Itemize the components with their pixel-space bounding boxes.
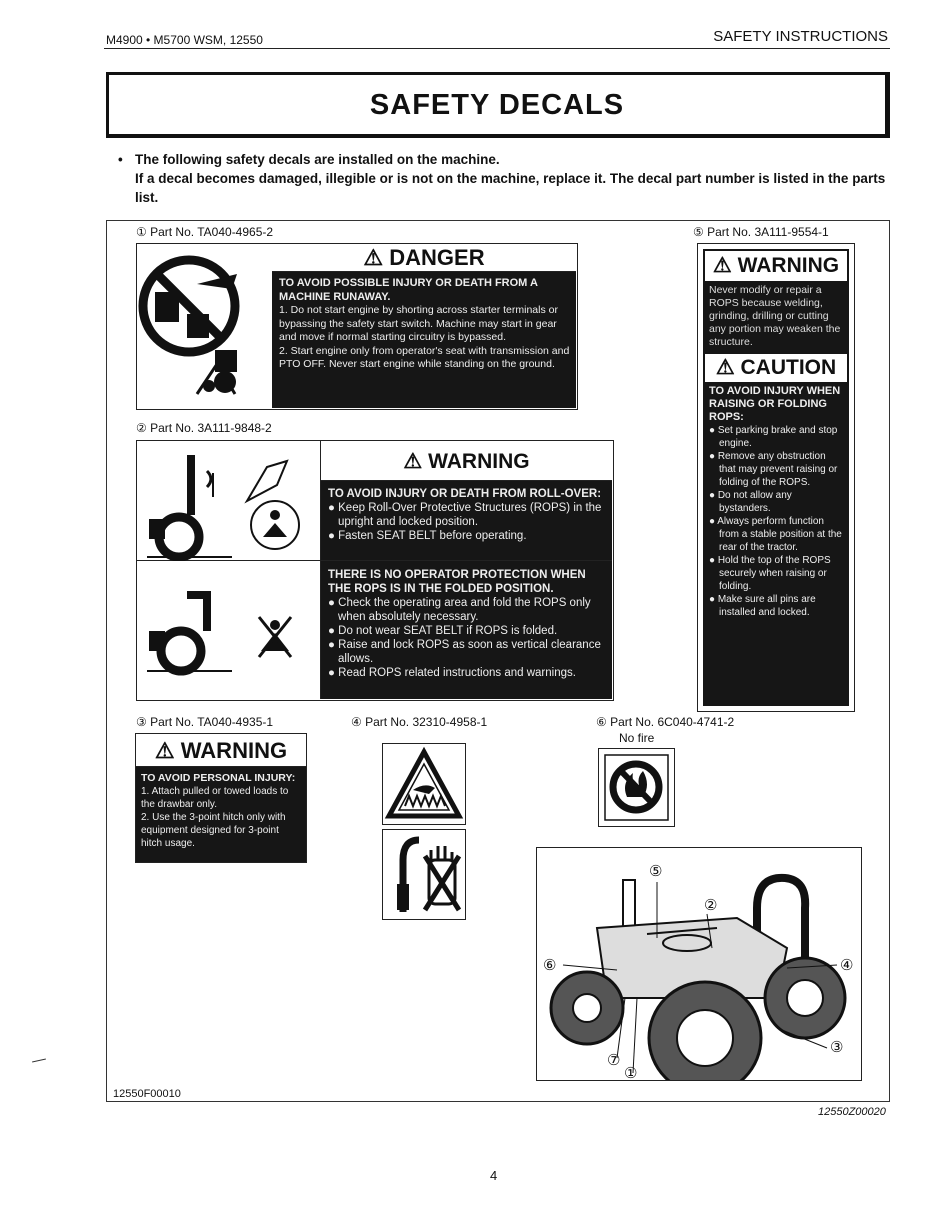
decal-1-pictogram [137, 244, 272, 408]
decal-3 [135, 733, 307, 863]
decal-5-heading-2: ⚠ CAUTION [705, 354, 847, 382]
decal-3-item-1: 1. Attach pulled or towed loads to the drawbar only. [141, 786, 289, 810]
decal-5-item-5: ● Hold the top of the ROPS securely when raising or folding. [709, 555, 831, 592]
decal-3-subheading: TO AVOID PERSONAL INJURY: [141, 772, 296, 784]
decal-5-item-3: ● Do not allow any bystanders. [709, 490, 792, 514]
decal-5-heading: ⚠ WARNING [705, 251, 847, 281]
callout-4: ④ [840, 957, 854, 974]
header-manual-id: M4900 • M5700 WSM, 12550 [106, 33, 263, 47]
rops-folded-no-seatbelt-icon [137, 561, 321, 699]
figure-code-inner: 12550F00010 [113, 1088, 181, 1100]
decal-4-no-glove [382, 829, 466, 920]
decal-5 [697, 243, 855, 712]
decal-6 [598, 748, 675, 827]
decal-2-item-4: ● Do not wear SEAT BELT if ROPS is folded. [328, 625, 558, 637]
decal-2-item-2: ● Fasten SEAT BELT before operating. [328, 530, 527, 542]
decal-1-subheading: TO AVOID POSSIBLE INJURY OR DEATH FROM A MACHINE RUNAWAY. [279, 277, 538, 303]
callout-3: ③ [830, 1039, 844, 1056]
decal-1-text-panel [272, 244, 576, 408]
decal-2 [136, 440, 614, 701]
decal-6-label: ⑥ Part No. 6C040-4741-2 [596, 715, 735, 729]
decal-2-subheading-2: THERE IS NO OPERATOR PROTECTION WHEN THE ROPS IS IN THE FOLDED POSITION. [328, 569, 586, 595]
callout-2: ② [704, 897, 718, 914]
hot-surface-icon [383, 744, 465, 824]
decal-1-heading: ⚠ DANGER [272, 244, 576, 272]
decal-2-text-panel-2 [321, 561, 612, 699]
decal-2-label: ② Part No. 3A111-9848-2 [136, 421, 272, 435]
page-number: 4 [490, 1168, 498, 1183]
intro-bullet: • [118, 152, 123, 167]
decal-1 [136, 243, 578, 410]
figure-code-outer: 12550Z00020 [818, 1106, 886, 1118]
decal-2-item-5: ● Raise and lock ROPS as soon as vertical clearance allows. [328, 639, 601, 665]
no-shorting-start-icon [137, 244, 272, 408]
intro-line-1: The following safety decals are installed on the machine. [135, 152, 500, 167]
decal-2-pictogram-upright [137, 441, 321, 561]
decal-2-item-1: ● Keep Roll-Over Protective Structures (ROPS) in the upright and locked position. [328, 502, 602, 528]
rops-upright-seatbelt-icon [137, 441, 321, 561]
decal-2-item-3: ● Check the operating area and fold the ROPS only when absolutely necessary. [328, 597, 591, 623]
decal-4-label: ④ Part No. 32310-4958-1 [351, 715, 488, 729]
no-touch-exhaust-icon [383, 830, 465, 919]
decal-6-caption: No fire [619, 731, 655, 745]
callout-1: ① [624, 1065, 638, 1082]
decal-5-item-2: ● Remove any obstruction that may prevent raising or folding of the ROPS. [709, 451, 838, 488]
decal-5-item-4: ● Always perform function from a stable position at the rear of the tractor. [709, 516, 842, 553]
decal-1-item-1: 1. Do not start engine by shorting across starter terminals or bypassing the safety start switch. Machine may start in gear and move if normal starting circuitry is bypassed. [279, 304, 558, 343]
page-title-box [106, 72, 890, 138]
header-section-title: SAFETY INSTRUCTIONS [713, 28, 888, 45]
decal-2-subheading-1: TO AVOID INJURY OR DEATH FROM ROLL-OVER: [328, 488, 602, 500]
decal-5-item-6: ● Make sure all pins are installed and locked. [709, 594, 816, 618]
intro-paragraph [118, 150, 893, 207]
header-rule [104, 48, 890, 49]
decal-2-pictogram-folded [137, 561, 321, 699]
decal-2-text-panel-1 [321, 441, 612, 561]
decal-5-subheading: TO AVOID INJURY WHEN RAISING OR FOLDING ROPS: [709, 385, 841, 423]
decal-3-label: ③ Part No. TA040-4935-1 [136, 715, 274, 729]
decal-4-hot-surface [382, 743, 466, 825]
decal-1-item-2: 2. Start engine only from operator's seat with transmission and PTO OFF. Never start engine while standing on the ground. [279, 344, 570, 370]
decal-2-heading: ⚠ WARNING [321, 441, 612, 481]
decal-5-text: Never modify or repair a ROPS because welding, grinding, drilling or cutting any portion may weaken the structure. [709, 284, 841, 348]
decal-3-item-2: 2. Use the 3-point hitch only with equipment designed for 3-point hitch usage. [141, 812, 286, 849]
tractor-location-illustration [536, 847, 862, 1081]
margin-mark [32, 1059, 46, 1063]
decal-1-label: ① Part No. TA040-4965-2 [136, 225, 274, 239]
decal-2-item-6: ● Read ROPS related instructions and warnings. [328, 667, 576, 679]
decal-3-heading: ⚠ WARNING [136, 734, 306, 767]
no-fire-icon [599, 749, 674, 826]
callout-7: ⑦ [607, 1052, 621, 1069]
decal-5-inner [703, 249, 849, 706]
decal-5-label: ⑤ Part No. 3A111-9554-1 [693, 225, 829, 239]
decal-5-item-1: ● Set parking brake and stop engine. [709, 425, 838, 449]
callout-5: ⑤ [649, 863, 663, 880]
page-title: SAFETY DECALS [369, 89, 625, 121]
callout-6: ⑥ [543, 957, 557, 974]
intro-line-2: If a decal becomes damaged, illegible or is not on the machine, replace it. The decal part number is listed in the parts list. [135, 171, 886, 205]
tractor-icon [537, 848, 861, 1080]
